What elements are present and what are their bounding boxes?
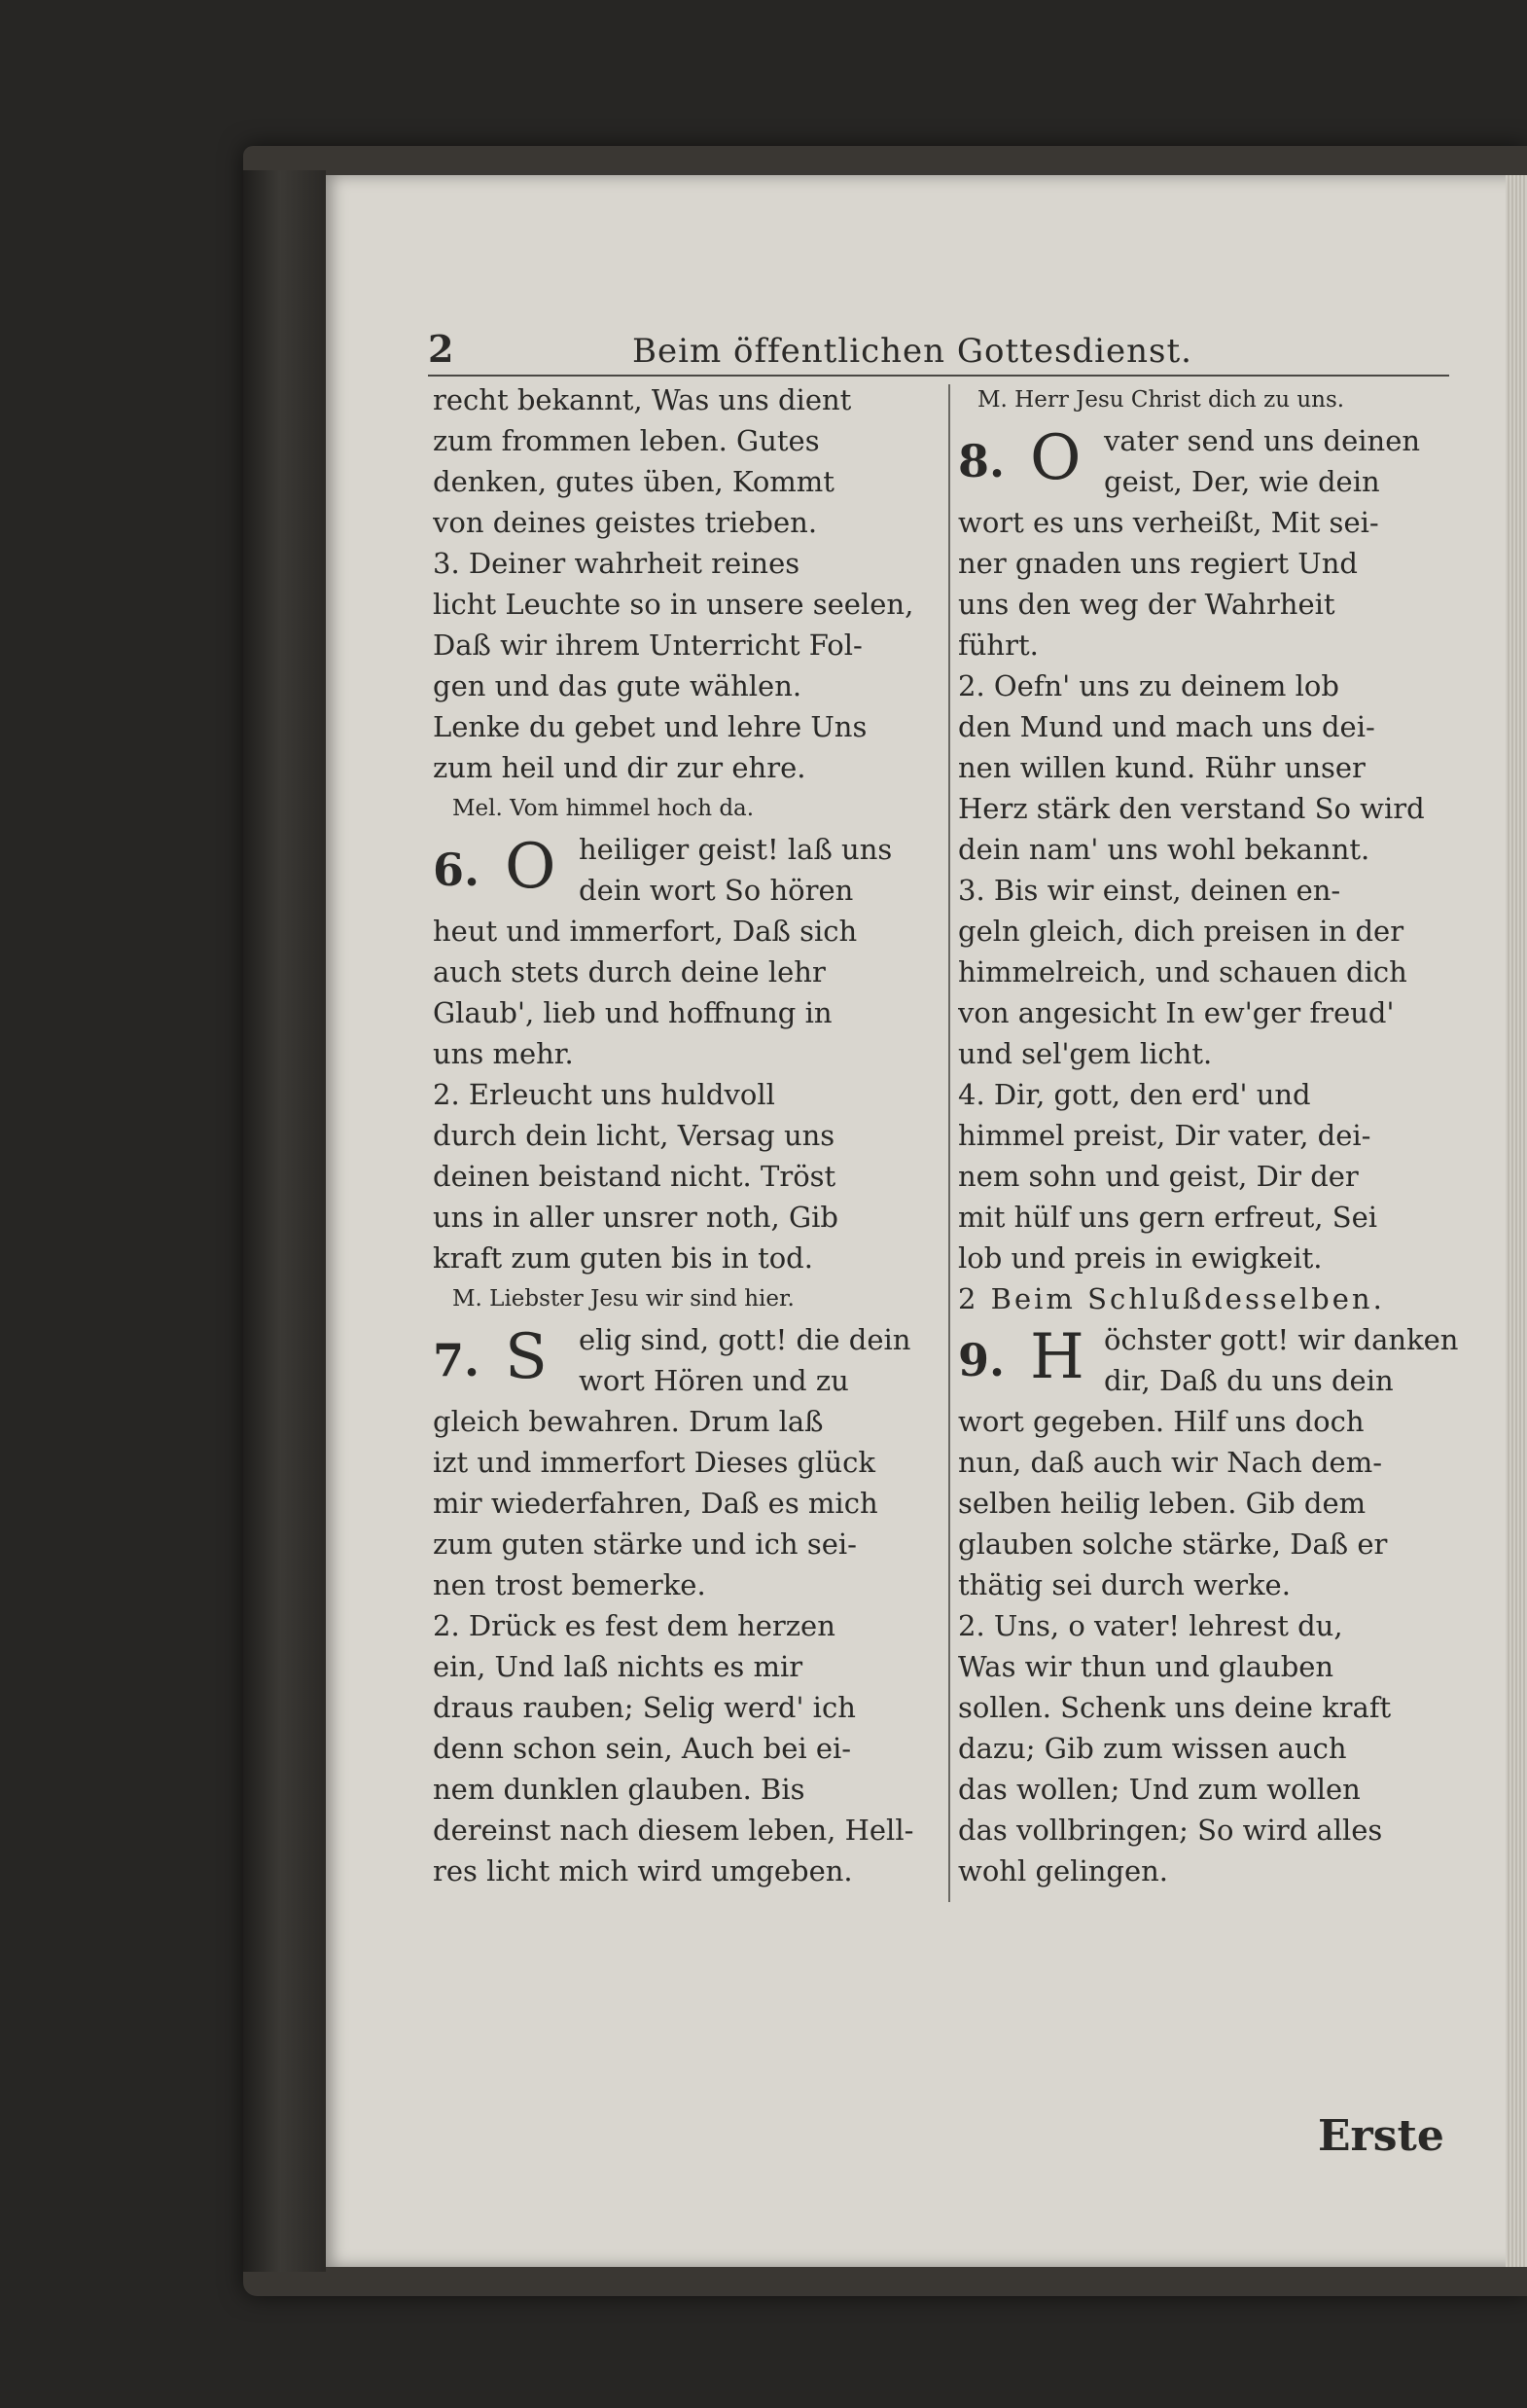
text-line: Was wir thun und glauben bbox=[958, 1650, 1334, 1683]
text-line: 2. Uns, o vater! lehrest du, bbox=[958, 1609, 1343, 1642]
text-line: thätig sei durch werke. bbox=[958, 1568, 1291, 1601]
text-line: res licht mich wird umgeben. bbox=[433, 1854, 853, 1887]
text-line: uns in aller unsrer noth, Gib bbox=[433, 1201, 838, 1234]
text-line: nen trost bemerke. bbox=[433, 1568, 706, 1601]
text-line: und sel'gem licht. bbox=[958, 1037, 1213, 1070]
melody-note: M. Herr Jesu Christ dich zu uns. bbox=[977, 387, 1345, 413]
text-line: gleich bewahren. Drum laß bbox=[433, 1405, 824, 1438]
drop-initial: S bbox=[505, 1321, 548, 1393]
text-line: nun, daß auch wir Nach dem- bbox=[958, 1446, 1383, 1479]
melody-note: M. Liebster Jesu wir sind hier. bbox=[452, 1286, 795, 1312]
text-line: ner gnaden uns regiert Und bbox=[958, 547, 1358, 580]
text-block-continued bbox=[433, 379, 939, 788]
text-line: von deines geistes trieben. bbox=[433, 506, 818, 539]
text-line: kraft zum guten bis in tod. bbox=[433, 1241, 813, 1275]
text-line: 2. Erleucht uns huldvoll bbox=[433, 1078, 775, 1111]
text-line: mit hülf uns gern erfreut, Sei bbox=[958, 1201, 1378, 1234]
drop-initial: O bbox=[505, 831, 556, 903]
text-line: durch dein licht, Versag uns bbox=[433, 1119, 835, 1152]
page-number: 2 bbox=[428, 327, 454, 371]
text-line: dazu; Gib zum wissen auch bbox=[958, 1732, 1347, 1765]
hymn-number: 7. bbox=[433, 1334, 480, 1386]
text-line: von angesicht In ew'ger freud' bbox=[958, 996, 1395, 1029]
text-line: denken, gutes üben, Kommt bbox=[433, 465, 835, 498]
text-line: draus rauben; Selig werd' ich bbox=[433, 1691, 856, 1724]
text-line: sollen. Schenk uns deine kraft bbox=[958, 1691, 1392, 1724]
text-line: mir wiederfahren, Daß es mich bbox=[433, 1487, 878, 1520]
hymn-9-start bbox=[958, 1319, 1464, 1401]
text-line: himmelreich, und schauen dich bbox=[958, 955, 1407, 988]
text-line: dein wort So hören bbox=[579, 874, 854, 907]
text-line: heut und immerfort, Daß sich bbox=[433, 915, 858, 948]
hymn-number: 6. bbox=[433, 844, 480, 896]
hymn-7-start bbox=[433, 1319, 939, 1401]
text-line: vater send uns deinen bbox=[1104, 424, 1421, 457]
section-heading: 2 Beim Schlußdesselben. bbox=[958, 1282, 1385, 1315]
book-page bbox=[326, 175, 1527, 2267]
text-line: auch stets durch deine lehr bbox=[433, 955, 826, 988]
drop-initial: O bbox=[1030, 422, 1082, 494]
text-line: licht Leuchte so in unsere seelen, bbox=[433, 588, 914, 621]
text-line: dein nam' uns wohl bekannt. bbox=[958, 833, 1370, 866]
melody-note: Mel. Vom himmel hoch da. bbox=[452, 796, 755, 821]
text-line: das vollbringen; So wird alles bbox=[958, 1814, 1383, 1847]
text-line: wort gegeben. Hilf uns doch bbox=[958, 1405, 1365, 1438]
book-spine bbox=[243, 170, 326, 2272]
text-line: zum heil und dir zur ehre. bbox=[433, 751, 806, 784]
text-line: lob und preis in ewigkeit. bbox=[958, 1241, 1323, 1275]
text-line: glauben solche stärke, Daß er bbox=[958, 1527, 1388, 1561]
hymn-6-start bbox=[433, 829, 939, 911]
hymn-8-text bbox=[958, 502, 1464, 1278]
page-edges bbox=[1506, 175, 1527, 2267]
text-line: wort Hören und zu bbox=[579, 1364, 849, 1397]
text-line: zum frommen leben. Gutes bbox=[433, 424, 820, 457]
text-line: selben heilig leben. Gib dem bbox=[958, 1487, 1367, 1520]
text-line: ein, Und laß nichts es mir bbox=[433, 1650, 803, 1683]
text-line: uns den weg der Wahrheit bbox=[958, 588, 1335, 621]
text-line: 4. Dir, gott, den erd' und bbox=[958, 1078, 1311, 1111]
left-column bbox=[433, 379, 939, 1891]
text-line: 2. Drück es fest dem herzen bbox=[433, 1609, 835, 1642]
text-line: deinen beistand nicht. Tröst bbox=[433, 1160, 836, 1193]
text-line: nen willen kund. Rühr unser bbox=[958, 751, 1366, 784]
text-line: geist, Der, wie dein bbox=[1104, 465, 1380, 498]
column-rule bbox=[948, 384, 950, 1902]
drop-initial: H bbox=[1030, 1321, 1084, 1393]
text-line: nem sohn und geist, Dir der bbox=[958, 1160, 1359, 1193]
text-line: führt. bbox=[958, 629, 1039, 662]
hymn-number: 8. bbox=[958, 435, 1006, 487]
running-head: Beim öffentlichen Gottesdienst. bbox=[632, 332, 1192, 371]
text-line: dereinst nach diesem leben, Hell- bbox=[433, 1814, 914, 1847]
text-line: geln gleich, dich preisen in der bbox=[958, 915, 1404, 948]
text-line: izt und immerfort Dieses glück bbox=[433, 1446, 875, 1479]
text-line: wohl gelingen. bbox=[958, 1854, 1169, 1887]
text-line: 3. Bis wir einst, deinen en- bbox=[958, 874, 1341, 907]
catchword: Erste bbox=[1318, 2111, 1444, 2161]
text-line: 3. Deiner wahrheit reines bbox=[433, 547, 800, 580]
text-line: denn schon sein, Auch bei ei- bbox=[433, 1732, 852, 1765]
page-header bbox=[428, 326, 1449, 377]
hymn-9-text bbox=[958, 1401, 1464, 1891]
hymn-8-start bbox=[958, 420, 1464, 502]
text-line: Herz stärk den verstand So wird bbox=[958, 792, 1425, 825]
right-column bbox=[958, 379, 1464, 1891]
text-line: dir, Daß du uns dein bbox=[1104, 1364, 1394, 1397]
text-line: uns mehr. bbox=[433, 1037, 574, 1070]
text-line: das wollen; Und zum wollen bbox=[958, 1773, 1361, 1806]
text-line: zum guten stärke und ich sei- bbox=[433, 1527, 857, 1561]
text-line: den Mund und mach uns dei- bbox=[958, 710, 1375, 743]
text-line: Daß wir ihrem Unterricht Fol- bbox=[433, 629, 863, 662]
text-line: gen und das gute wählen. bbox=[433, 669, 802, 702]
text-line: elig sind, gott! die dein bbox=[579, 1323, 911, 1356]
text-line: wort es uns verheißt, Mit sei- bbox=[958, 506, 1379, 539]
hymn-number: 9. bbox=[958, 1334, 1006, 1386]
text-line: heiliger geist! laß uns bbox=[579, 833, 893, 866]
hymn-6-text bbox=[433, 911, 939, 1278]
text-line: himmel preist, Dir vater, dei- bbox=[958, 1119, 1371, 1152]
text-line: öchster gott! wir danken bbox=[1104, 1323, 1459, 1356]
text-line: Lenke du gebet und lehre Uns bbox=[433, 710, 868, 743]
text-line: recht bekannt, Was uns dient bbox=[433, 383, 852, 416]
text-line: Glaub', lieb und hoffnung in bbox=[433, 996, 833, 1029]
text-line: 2. Oefn' uns zu deinem lob bbox=[958, 669, 1339, 702]
text-line: nem dunklen glauben. Bis bbox=[433, 1773, 805, 1806]
hymn-7-text bbox=[433, 1401, 939, 1891]
